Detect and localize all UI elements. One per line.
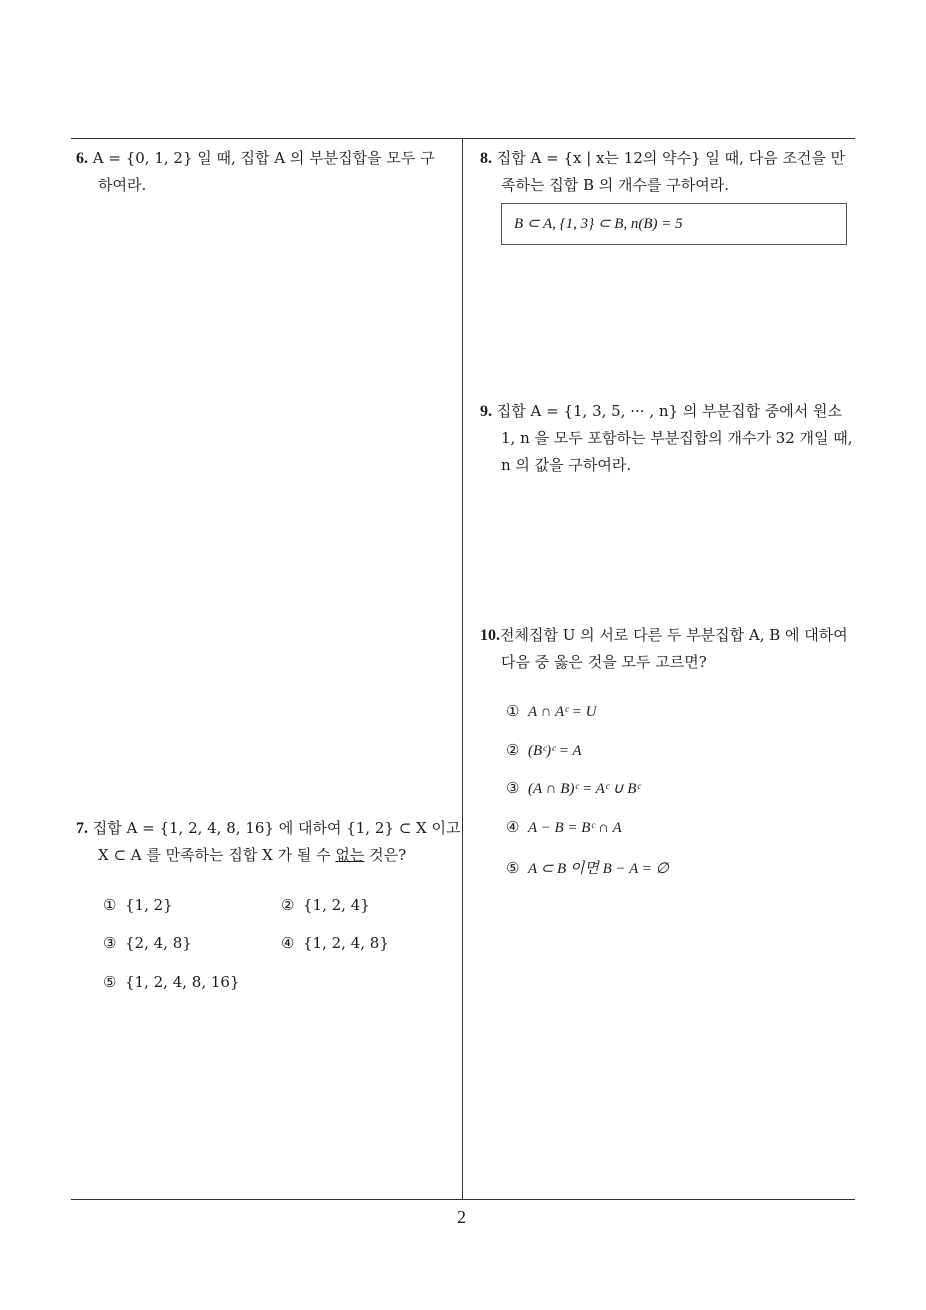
- option-mark: ⑤: [103, 973, 117, 991]
- question-7-line2: [98, 842, 406, 869]
- question-text-line1: 집합 A = {1, 2, 4, 8, 16} 에 대하여 {1, 2} ⊂ X 이고: [92, 819, 461, 837]
- option-text: (Bᶜ)ᶜ = A: [528, 743, 582, 759]
- question-number: 6.: [76, 150, 88, 167]
- question-9: [480, 398, 865, 425]
- question-text-line1: 집합 A = {1, 3, 5, ··· , n} 의 부분집합 중에서 원소: [496, 402, 843, 420]
- option-text: {1, 2, 4}: [303, 896, 370, 914]
- option-text: {1, 2, 4, 8, 16}: [125, 973, 240, 991]
- question-7: [76, 815, 461, 842]
- answer-option[interactable]: [506, 818, 622, 837]
- question-6-line2: 하여라.: [98, 176, 147, 194]
- line2-end: 것은?: [364, 846, 407, 864]
- option-mark: ⑤: [506, 859, 520, 877]
- option-mark: ②: [281, 896, 295, 914]
- question-8: [480, 145, 865, 172]
- answer-option[interactable]: [506, 857, 669, 878]
- page-number: 2: [457, 1207, 466, 1227]
- option-text: A − B = Bᶜ ∩ A: [528, 820, 622, 836]
- bottom-rule: [71, 1199, 855, 1200]
- option-text: {1, 2, 4, 8}: [303, 934, 389, 952]
- option-mark: ④: [506, 818, 520, 836]
- emphasis-underlined: 없는: [335, 846, 365, 864]
- condition-box: B ⊂ A, {1, 3} ⊂ B, n(B) = 5: [501, 203, 847, 245]
- option-mark: ③: [103, 934, 117, 952]
- question-text-line1: A = {0, 1, 2} 일 때, 집합 A 의 부분집합을 모두 구: [92, 149, 435, 167]
- answer-option[interactable]: [103, 973, 240, 991]
- question-10-line2: 다음 중 옳은 것을 모두 고르면?: [501, 653, 707, 671]
- answer-option[interactable]: [506, 779, 640, 798]
- answer-option[interactable]: [281, 896, 370, 914]
- option-mark: ①: [506, 702, 520, 720]
- answer-option[interactable]: [103, 896, 173, 914]
- question-8-line2: 족하는 집합 B 의 개수를 구하여라.: [501, 176, 730, 194]
- option-text: (A ∩ B)ᶜ = Aᶜ ∪ Bᶜ: [528, 781, 641, 797]
- answer-option[interactable]: [506, 741, 582, 760]
- top-rule: [71, 138, 855, 139]
- question-number: 7.: [76, 820, 88, 837]
- option-text: A ⊂ B 이면 B − A = ∅: [528, 861, 669, 877]
- answer-option[interactable]: [281, 934, 389, 952]
- question-text-line1: 전체집합 U 의 서로 다른 두 부분집합 A, B 에 대하여: [500, 626, 848, 644]
- line2-start: X ⊂ A 를 만족하는 집합 X 가 될 수: [98, 846, 336, 864]
- option-mark: ①: [103, 896, 117, 914]
- question-9-line2: 1, n 을 모두 포함하는 부분집합의 개수가 32 개일 때,: [501, 429, 853, 447]
- question-number: 9.: [480, 403, 492, 420]
- column-divider: [462, 139, 463, 1200]
- option-text: A ∩ Aᶜ = U: [528, 704, 597, 720]
- answer-option[interactable]: [506, 702, 597, 721]
- question-number: 8.: [480, 150, 492, 167]
- question-9-line3: n 의 값을 구하여라.: [501, 456, 632, 474]
- option-text: {1, 2}: [125, 896, 173, 914]
- option-mark: ④: [281, 934, 295, 952]
- question-10: [480, 622, 865, 649]
- question-6: [76, 145, 461, 172]
- option-mark: ②: [506, 741, 520, 759]
- answer-option[interactable]: [103, 934, 192, 952]
- question-text-line1: 집합 A = {x | x는 12의 약수} 일 때, 다음 조건을 만: [496, 149, 846, 167]
- question-number: 10.: [480, 627, 500, 644]
- option-mark: ③: [506, 779, 520, 797]
- option-text: {2, 4, 8}: [125, 934, 192, 952]
